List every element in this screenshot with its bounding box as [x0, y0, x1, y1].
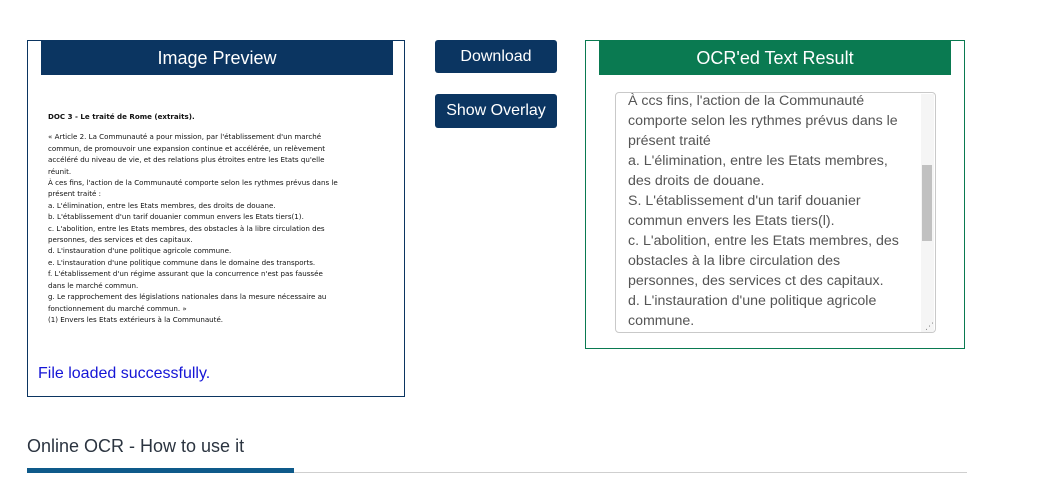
image-preview-panel [27, 40, 405, 397]
ocr-text-line: S. L'établissement d'un tarif douanier [628, 193, 861, 209]
ocr-text-line: présent traité [628, 133, 711, 149]
document-line: b. L'établissement d'un tarif douanier commun envers les Etats tiers(1). [48, 212, 304, 222]
ocr-text-line: commun envers les Etats tiers(l). [628, 213, 835, 229]
resize-grip-icon[interactable]: ⋰ [925, 321, 934, 331]
document-line: e. L'instauration d'une politique commune dans le domaine des transports. [48, 257, 316, 267]
ocr-text-line: d. L'instauration d'une politique agricole [628, 293, 877, 309]
document-line: g. Le rapprochement des législations nationales dans la mesure nécessaire au [48, 292, 327, 302]
ocr-text-area[interactable] [615, 92, 936, 333]
document-line: commun, de promouvoir une expansion continue et accélérée, un relèvement [48, 143, 326, 153]
document-line: c. L'abolition, entre les Etats membres, des obstacles à la libre circulation des [48, 223, 325, 233]
document-body [48, 131, 368, 325]
ocr-result-panel [585, 40, 965, 349]
document-line: réunit. [48, 166, 72, 176]
ocr-text-line: obstacles à la libre circulation des [628, 253, 841, 269]
document-line: présent traité : [48, 189, 102, 199]
ocr-scrollbar-thumb[interactable] [922, 165, 932, 241]
show-overlay-button[interactable]: Show Overlay [435, 94, 557, 128]
ocr-text-line: commune. [628, 313, 695, 329]
ocr-text-line: c. L'abolition, entre les Etats membres, des [628, 233, 899, 249]
ocr-text-line: des droits de douane. [628, 173, 765, 189]
document-line: accéléré du niveau de vie, et des relations plus étroites entre les Etats qu'elle [48, 155, 325, 165]
ocr-text-line: À ccs fins, l'action de la Communauté [628, 93, 865, 109]
document-line: « Article 2. La Communauté a pour mission, par l'établissement d'un marché [48, 132, 322, 142]
section-divider-accent [27, 468, 294, 473]
file-status-message: File loaded successfully. [38, 365, 211, 382]
document-title: DOC 3 - Le traité de Rome (extraits). [48, 112, 195, 121]
document-line: personnes, des services et des capitaux. [48, 235, 193, 245]
ocr-text-line: comporte selon les rythmes prévus dans le [628, 113, 898, 129]
ocr-text-line: personnes, des services ct des capitaux. [628, 273, 884, 289]
howto-section-title: Online OCR - How to use it [27, 436, 245, 456]
document-line: (1) Envers les Etats extérieurs à la Communauté. [48, 314, 224, 324]
document-preview-image [48, 111, 368, 331]
ocr-text-line: a. L'élimination, entre les Etats membres, [628, 153, 888, 169]
document-line: fonctionnement du marché commun. » [48, 303, 187, 313]
document-line: d. L'instauration d'une politique agricole commune. [48, 246, 232, 256]
document-line: À ces fins, l'action de la Communauté comporte selon les rythmes prévus dans le [48, 178, 338, 188]
document-line: dans le marché commun. [48, 280, 139, 290]
ocr-text-content[interactable] [628, 92, 908, 331]
document-line: f. L'établissement d'un régime assurant que la concurrence n'est pas faussée [48, 269, 323, 279]
ocr-result-header: OCR'ed Text Result [599, 41, 951, 75]
document-line: a. L'élimination, entre les Etats membres, des droits de douane. [48, 200, 276, 210]
image-preview-header: Image Preview [41, 41, 393, 75]
download-button[interactable]: Download [435, 40, 557, 73]
